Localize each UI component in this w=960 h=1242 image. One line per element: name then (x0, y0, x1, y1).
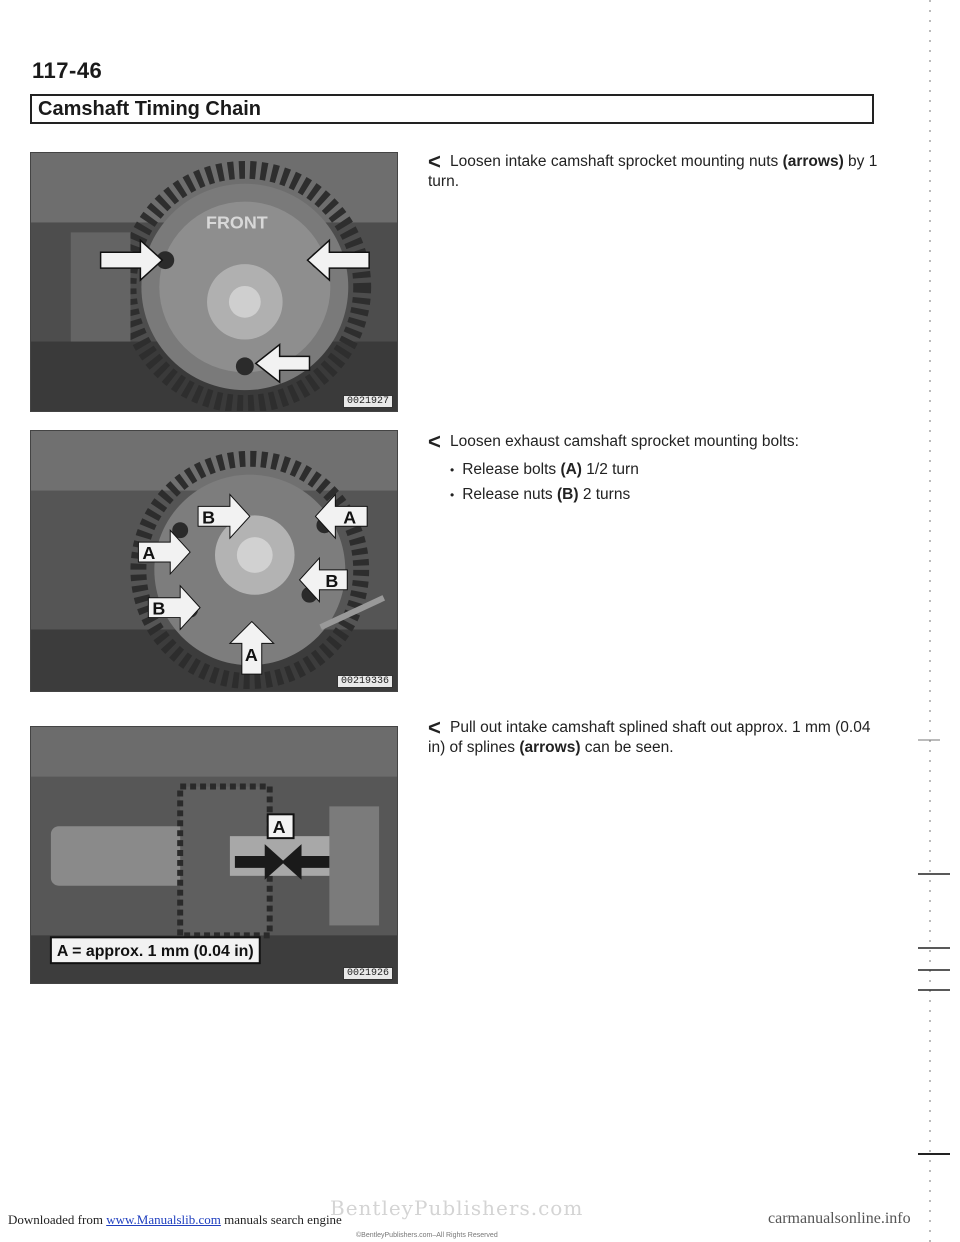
section-title: Camshaft Timing Chain (38, 98, 261, 120)
figure-code: 0021926 (343, 967, 393, 980)
step-2 (428, 429, 888, 510)
step-arrow-icon: < (428, 149, 441, 174)
footer-site: carmanualsonline.info (768, 1210, 911, 1227)
figure-code: 00219336 (337, 675, 393, 688)
step-2-bullets (428, 460, 888, 505)
label-b-1: B (202, 507, 216, 528)
step-arrow-icon: < (428, 715, 441, 740)
engine-photo-1 (31, 153, 397, 411)
figure-intake-sprocket (30, 152, 398, 412)
footer-download-note: Downloaded from www.Manualslib.com manuals search engine (8, 1212, 342, 1227)
step-3 (428, 715, 888, 758)
label-a-1: A (343, 507, 357, 528)
engine-photo-2 (31, 431, 397, 691)
engine-photo-3 (31, 727, 397, 983)
margin-marks (910, 0, 960, 1242)
label-b-2: B (325, 570, 339, 591)
figure-code: 0021927 (343, 395, 393, 408)
figure-exhaust-sprocket (30, 430, 398, 692)
copyright: ©BentleyPublishers.com–All Rights Reserved (356, 1232, 498, 1239)
step-1-post: by 1 turn. (428, 153, 878, 190)
step-3-bold: (arrows) (519, 739, 581, 756)
step-arrow-icon: < (428, 429, 441, 454)
figure-splined-shaft (30, 726, 398, 984)
step-2-text: Loosen exhaust camshaft sprocket mounting bolts: (450, 433, 799, 450)
label-b-3: B (152, 598, 166, 619)
manualslib-link[interactable]: www.Manualslib.com (106, 1212, 221, 1227)
label-caption: A = approx. 1 mm (0.04 in) (56, 943, 254, 961)
watermark: BentleyPublishers.com (330, 1196, 584, 1220)
label-a-2: A (142, 543, 156, 564)
step-1-bold: (arrows) (782, 153, 844, 170)
page-number: 117-46 (32, 58, 103, 83)
label-a: A (272, 817, 286, 838)
step-1 (428, 149, 888, 192)
bullet-item: • Release bolts (A) 1/2 turn (450, 460, 888, 480)
step-3-text: Pull out intake camshaft splined shaft out approx. 1 mm (0.04 in) of splines (428, 719, 871, 756)
section-header (30, 94, 874, 124)
bullet-item: • Release nuts (B) 2 turns (450, 485, 888, 505)
step-1-text: Loosen intake camshaft sprocket mounting nuts (450, 153, 783, 170)
label-a-3: A (244, 645, 258, 666)
step-3-post: can be seen. (580, 739, 674, 756)
figure-label-front: FRONT (206, 212, 268, 233)
